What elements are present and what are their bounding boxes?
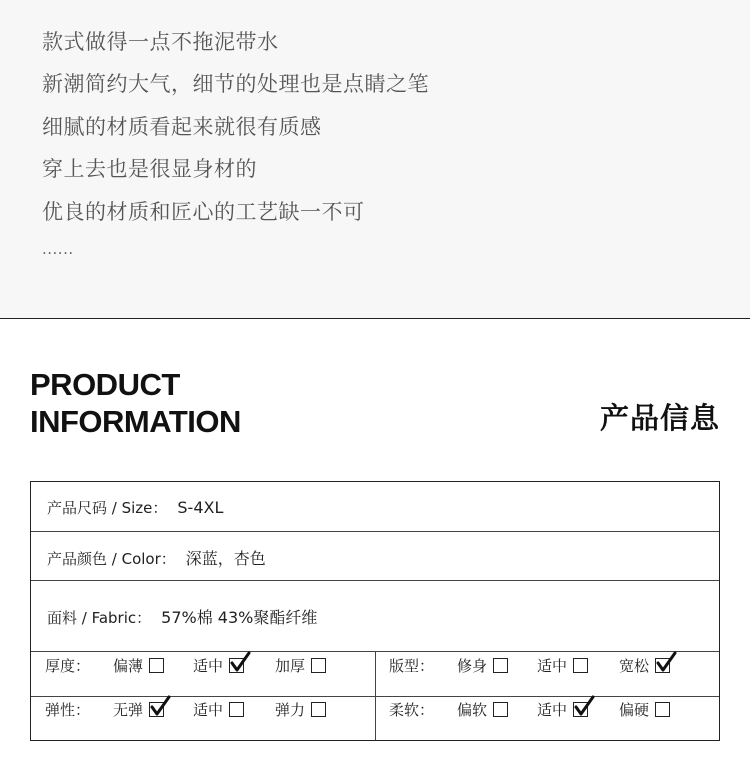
checkbox-icon[interactable]: [229, 702, 244, 717]
attribute-option[interactable]: [537, 655, 588, 676]
fabric-row: [31, 581, 719, 652]
option-label: 偏软: [457, 701, 488, 719]
attribute-option[interactable]: [457, 655, 508, 676]
color-label: 产品颜色 / Color：: [47, 550, 176, 568]
attribute-option[interactable]: [619, 699, 670, 720]
checkbox-icon[interactable]: [311, 658, 326, 673]
checkbox-icon[interactable]: [493, 702, 508, 717]
product-information-title: [30, 366, 241, 440]
description-line: 穿上去也是很显身材的: [42, 157, 257, 181]
attribute-label: 厚度：: [45, 657, 91, 675]
product-information-title-cn: 产品信息: [599, 401, 720, 435]
attribute-option[interactable]: [193, 655, 244, 676]
checked-checkbox-icon[interactable]: [573, 702, 588, 717]
attribute-option[interactable]: [275, 655, 326, 676]
option-label: 宽松: [619, 657, 650, 675]
attribute-option[interactable]: [537, 699, 588, 720]
description-line: 优良的材质和匠心的工艺缺一不可: [42, 200, 365, 224]
option-label: 适中: [537, 701, 568, 719]
option-label: 适中: [193, 657, 224, 675]
size-row: [31, 482, 719, 532]
title-en-line1: PRODUCT: [30, 367, 180, 402]
attribute-option[interactable]: [619, 655, 670, 676]
description-line: 新潮简约大气，细节的处理也是点睛之笔: [42, 72, 429, 96]
checked-checkbox-icon[interactable]: [149, 702, 164, 717]
title-en-line2: INFORMATION: [30, 404, 241, 439]
option-label: 弹力: [275, 701, 306, 719]
fabric-value: 57%棉 43%聚酯纤维: [161, 608, 318, 627]
checkbox-icon[interactable]: [311, 702, 326, 717]
checkbox-icon[interactable]: [655, 702, 670, 717]
attribute-label: 柔软：: [389, 701, 435, 719]
attribute-option[interactable]: [113, 699, 164, 720]
checkbox-icon[interactable]: [493, 658, 508, 673]
option-label: 修身: [457, 657, 488, 675]
option-label: 适中: [193, 701, 224, 719]
attribute-option[interactable]: [113, 655, 164, 676]
size-label: 产品尺码 / Size：: [47, 499, 168, 517]
checkbox-icon[interactable]: [149, 658, 164, 673]
description-line: 款式做得一点不拖泥带水: [42, 30, 279, 54]
option-label: 无弹: [113, 701, 144, 719]
checked-checkbox-icon[interactable]: [655, 658, 670, 673]
size-value: S-4XL: [177, 498, 224, 517]
option-label: 偏薄: [113, 657, 144, 675]
checkbox-icon[interactable]: [573, 658, 588, 673]
checked-checkbox-icon[interactable]: [229, 658, 244, 673]
attribute-option[interactable]: [275, 699, 326, 720]
attribute-label: 版型：: [389, 657, 435, 675]
option-label: 加厚: [275, 657, 306, 675]
column-divider: [375, 652, 376, 740]
description-line: 细腻的材质看起来就很有质感: [42, 115, 322, 139]
attribute-label: 弹性：: [45, 701, 91, 719]
product-info-table: [30, 481, 720, 741]
attribute-option[interactable]: [457, 699, 508, 720]
color-row: [31, 532, 719, 581]
description-section: [0, 0, 750, 318]
section-divider: [0, 318, 750, 319]
description-ellipsis: ......: [42, 240, 74, 258]
color-value: 深蓝，杏色: [185, 549, 266, 568]
option-label: 偏硬: [619, 701, 650, 719]
fabric-label: 面料 / Fabric：: [47, 609, 152, 627]
option-label: 适中: [537, 657, 568, 675]
attribute-option[interactable]: [193, 699, 244, 720]
